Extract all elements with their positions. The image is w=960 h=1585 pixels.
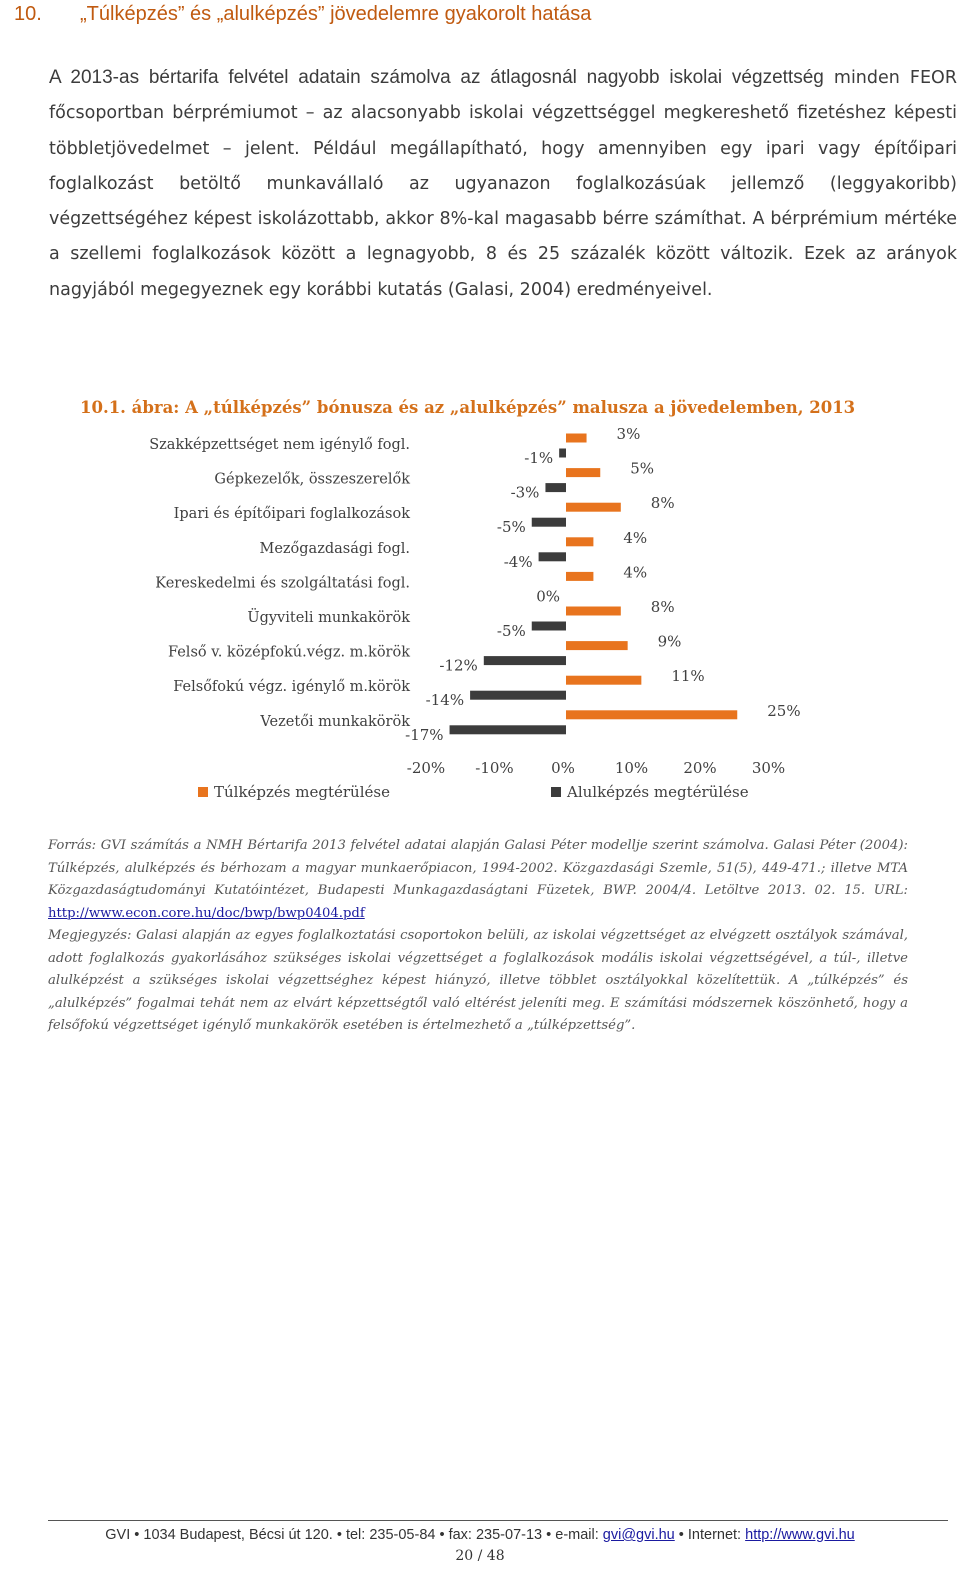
footer-internet-label: Internet:	[687, 1527, 742, 1543]
data-label-over: 25%	[767, 701, 801, 720]
category-label: Vezetői munkakörök	[260, 713, 410, 730]
data-label-under: -5%	[496, 622, 526, 640]
body-rest: minden FEOR főcsoportban bérprémiumot – az alacsonyabb iskolai végzettséggel megkereshető fizetéshez képesti többletjövedelmet – jelent. Például megállapítható, hogy amennyiben egy ipari vagy építőipari foglalkozást betöltő munkavállaló az ugyanazon foglalkozásúak jellemző (leggyakoribb) végzettségéhez képest iskolázottabb, akkor 8%-kal magasabb bérre számíthat. A bérprémium mértéke a szellemi foglalkozások között a legnagyobb, 8 és 25 százalék között változik. Ezek az arányok nagyjából megegyeznek egy korábbi kutatás (Galasi, 2004) eredményeivel.	[49, 68, 957, 300]
section-title: „Túlképzés” és „alulképzés” jövedelemre gyakorolt hatása	[80, 3, 592, 25]
data-label-under: 0%	[536, 587, 560, 606]
legend-swatch-over	[198, 787, 208, 797]
footer-email-link[interactable]: gvi@gvi.hu	[602, 1527, 675, 1543]
data-label-over: 5%	[630, 459, 655, 478]
bar-over	[566, 572, 593, 581]
figure-notes	[48, 835, 908, 1038]
footer-address: 1034 Budapest, Bécsi út 120.	[143, 1527, 333, 1543]
bar-under	[470, 691, 566, 700]
bar-under	[484, 656, 566, 665]
bar-over	[566, 710, 737, 719]
category-label: Ipari és építőipari foglalkozások	[173, 506, 410, 523]
x-tick-label: 10%	[614, 759, 649, 777]
bar-over	[566, 676, 641, 685]
data-label-under: -4%	[503, 552, 533, 571]
source-link[interactable]: http://www.econ.core.hu/doc/bwp/bwp0404.pdf	[48, 905, 365, 921]
source-text	[48, 835, 908, 925]
category-label: Gépkezelők, összeszerelők	[214, 471, 410, 488]
bar-under	[559, 449, 566, 458]
x-tick-label: -20%	[406, 759, 446, 777]
bar-under	[532, 518, 566, 527]
footer-fax: fax: 235-07-13	[448, 1527, 543, 1543]
category-label: Felsőfokú végz. igénylő m.körök	[173, 679, 410, 696]
bar-under	[532, 622, 566, 631]
data-label-under: -5%	[496, 518, 526, 537]
bar-over	[566, 503, 621, 512]
data-label-under: -17%	[405, 725, 444, 744]
bar-under	[545, 483, 566, 492]
section-heading	[0, 0, 960, 30]
data-label-over: 11%	[671, 667, 705, 686]
data-label-over: 4%	[623, 563, 648, 582]
x-tick-label: 20%	[683, 759, 717, 777]
data-label-over: 4%	[623, 528, 648, 547]
bar-over	[566, 641, 628, 650]
data-label-under: -12%	[439, 656, 478, 675]
body-first-line: A 2013-as bértarifa felvétel adatain számolva az átlagosnál nagyobb iskolai végzettség	[49, 67, 824, 88]
note-text: Megjegyzés: Galasi alapján az egyes foglalkoztatási csoportokon belüli, az iskolai végzettséget az elvégzett osztályok számával, adott foglalkozás gyakorlásához szükséges iskolai végzettséget a foglalkozások modális iskolai végzettségével, a túl-, illetve alulképzést a szükséges iskolai végzettséghez képest hiányzó, illetve többlet osztályokkal közelítettük. A „túlképzés” és „alulképzés” fogalmai tehát nem az elvárt képzettségtől való eltérést jeleníti meg. E számítási módszernek köszönhető, hogy a felsőfokú végzettséget igénylő munkakörök esetében is értelmezhető a „túlképzettség”.	[48, 928, 908, 1033]
category-label: Ügyviteli munkakörök	[247, 610, 410, 626]
category-label: Kereskedelmi és szolgáltatási fogl.	[155, 575, 410, 592]
source-citation: Forrás: GVI számítás a NMH Bértarifa 2013 felvétel adatai alapján Galasi Péter modellje szerint számolva. Galasi Péter (2004): Túlképzés, alulképzés és bérhozam a magyar munkaerőpiacon, 1994-2002. Közgazdasági Szemle, 51(5), 449-471.; illetve MTA Közgazdaságtudományi Kutatóintézet, Budapesti Munkagazdaságtani Füzetek, BWP. 2004/4. Letöltve 2013. 02. 15. URL:	[48, 838, 908, 898]
section-number: 10.	[14, 3, 42, 25]
footer-org: GVI	[105, 1527, 131, 1543]
legend-label-under: Alulképzés megtérülése	[567, 783, 749, 801]
legend-label-over: Túlképzés megtérülése	[214, 783, 390, 801]
bar-over	[566, 537, 593, 546]
footer-tel: tel: 235-05-84	[345, 1527, 436, 1543]
bar-under	[539, 552, 566, 561]
category-label: Szakképzettséget nem igénylő fogl.	[149, 437, 410, 453]
data-label-under: -3%	[510, 483, 540, 502]
data-label-over: 8%	[650, 494, 675, 513]
x-tick-label: 0%	[551, 759, 575, 777]
bar-over	[566, 434, 587, 443]
data-label-under: -1%	[524, 449, 554, 467]
footer-contact: GVI • 1034 Budapest, Bécsi út 120. • tel: 235-05-84 • fax: 235-07-13 • e-mail: gvi@gvi.hu • Internet: http://www.gvi.hu	[105, 1527, 855, 1543]
body-paragraph	[49, 60, 957, 308]
footer-internet-link[interactable]: http://www.gvi.hu	[745, 1527, 855, 1543]
category-label: Mezőgazdasági fogl.	[259, 540, 410, 557]
bar-over	[566, 607, 621, 616]
figure-title: 10.1. ábra: A „túlképzés” bónusza és az „alulképzés” malusza a jövedelemben, 2013	[80, 398, 856, 417]
data-label-over: 8%	[650, 598, 675, 616]
page-number: 20 / 48	[455, 1548, 505, 1564]
data-label-over: 9%	[657, 632, 682, 651]
legend-swatch-under	[551, 787, 561, 797]
bar-under	[450, 725, 566, 734]
data-label-under: -14%	[425, 691, 465, 710]
footer-email-label: e-mail:	[555, 1527, 599, 1543]
data-label-over: 3%	[616, 425, 641, 443]
bar-over	[566, 468, 600, 477]
bar-chart	[0, 425, 960, 815]
category-label: Felső v. középfokú.végz. m.körök	[167, 644, 410, 661]
footer-divider	[48, 1520, 948, 1521]
x-tick-label: -10%	[475, 759, 514, 777]
x-tick-label: 30%	[751, 759, 786, 777]
